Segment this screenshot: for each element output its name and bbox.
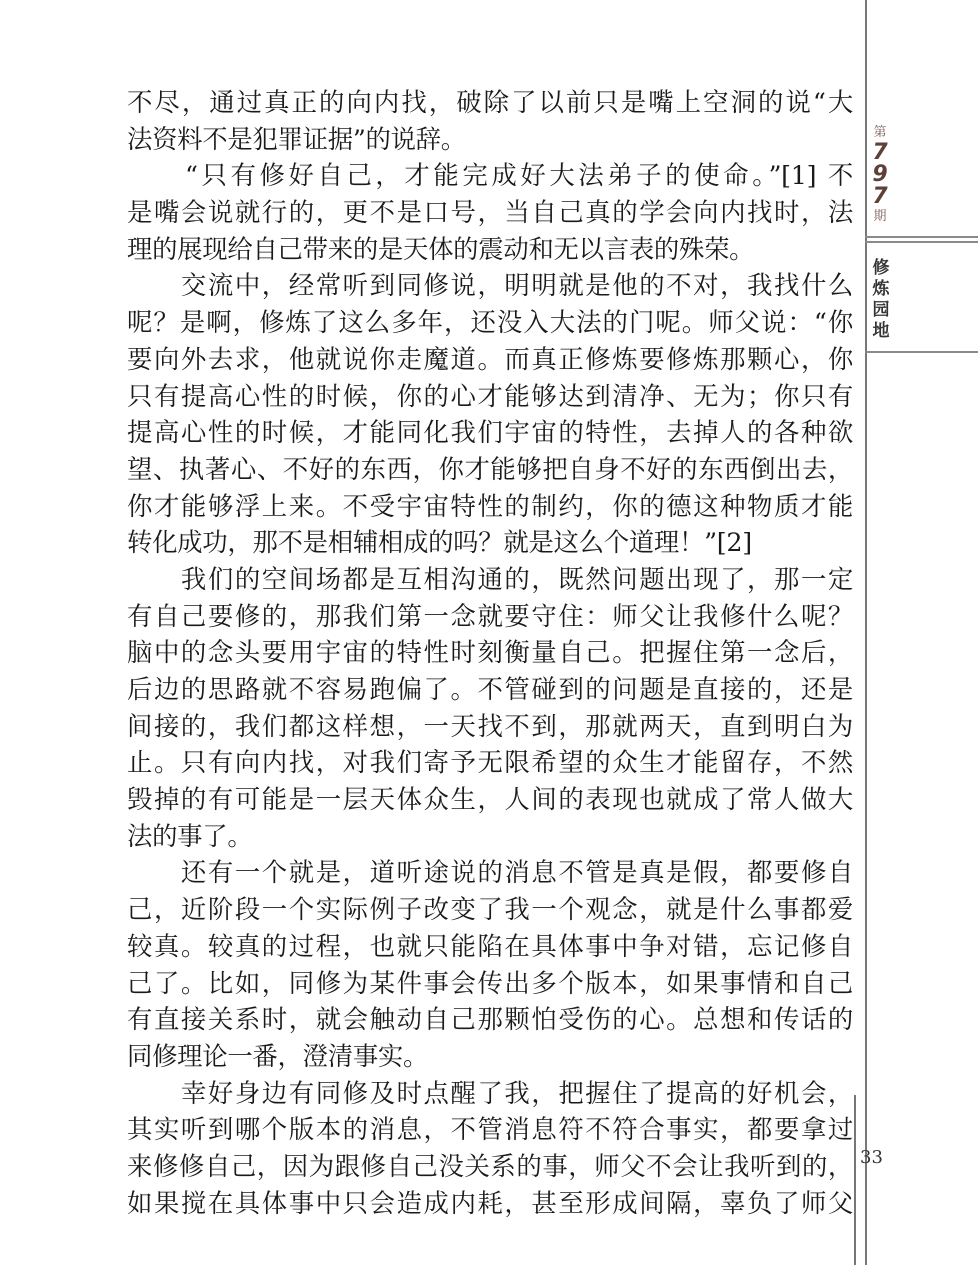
body-line: 要向外去求，他就说你走魔道。而真正修炼要修炼那颗心，你 — [127, 343, 853, 374]
body-line: 只有提高心性的时候，你的心才能够达到清净、无为；你只有 — [127, 380, 853, 411]
body-line: 呢？是啊，修炼了这么多年，还没入大法的门呢。师父说：“你 — [127, 307, 853, 338]
body-line: 法的事了。 — [127, 820, 253, 851]
issue-number — [868, 124, 892, 226]
body-line: 幸好身边有同修及时点醒了我，把握住了提高的好机会， — [127, 1077, 853, 1108]
body-line: 有自己要修的，那我们第一念就要守住：师父让我修什么呢？ — [127, 600, 853, 631]
body-line: 己了。比如，同修为某件事会传出多个版本，如果事情和自己 — [127, 967, 853, 998]
tab-divider-top — [865, 236, 978, 238]
issue-digit: 7 — [872, 140, 888, 165]
issue-digit: 7 — [872, 184, 888, 209]
body-line: 交流中，经常听到同修说，明明就是他的不对，我找什么 — [127, 270, 853, 301]
issue-suffix: 期 — [873, 209, 887, 224]
column-title-char: 修 — [872, 258, 890, 278]
body-line: 同修理论一番，澄清事实。 — [127, 1040, 429, 1071]
body-line: 如果搅在具体事中只会造成内耗，甚至形成间隔，辜负了师父 — [127, 1187, 853, 1218]
issue-digit: 9 — [872, 162, 888, 187]
body-line: 毁掉的有可能是一层天体众生，人间的表现也就成了常人做大 — [127, 784, 853, 815]
issue-prefix: 第 — [873, 125, 887, 140]
column-title — [868, 258, 894, 342]
column-title-char: 园 — [872, 300, 890, 320]
body-line: 有直接关系时，就会触动自己那颗怕受伤的心。总想和传话的 — [127, 1004, 853, 1035]
body-line: 止。只有向内找，对我们寄予无限希望的众生才能留存，不然 — [127, 747, 853, 778]
body-line: 其实听到哪个版本的消息，不管消息符不符合事实，都要拿过 — [127, 1114, 853, 1145]
body-line: 较真。较真的过程，也就只能陷在具体事中争对错，忘记修自 — [127, 930, 853, 961]
body-line: 后边的思路就不容易跑偏了。不管碰到的问题是直接的，还是 — [127, 674, 853, 704]
page-number: 33 — [860, 1147, 883, 1168]
body-line: 理的展现给自己带来的是天体的震动和无以言表的殊荣。 — [127, 233, 755, 264]
body-line: 你才能够浮上来。不受宇宙特性的制约，你的德这种物质才能 — [127, 490, 853, 521]
body-line: 来修修自己，因为跟修自己没关系的事，师父不会让我听到的， — [127, 1150, 853, 1181]
body-line: 己，近阶段一个实际例子改变了我一个观念，就是什么事都爱 — [127, 894, 853, 925]
body-line: 间接的，我们都这样想，一天找不到，那就两天，直到明白为 — [127, 710, 853, 741]
tab-divider-bottom — [865, 351, 978, 353]
body-line: 还有一个就是，道听途说的消息不管是真是假，都要修自 — [127, 857, 853, 888]
body-line: 法资料不是犯罪证据”的说辞。 — [127, 123, 466, 154]
tab-divider-top-thin — [865, 241, 978, 243]
column-title-char: 炼 — [872, 279, 890, 299]
body-line: 提高心性的时候，才能同化我们宇宙的特性，去掉人的各种欲 — [127, 417, 853, 448]
margin-rule — [865, 0, 867, 1265]
body-line: 我们的空间场都是互相沟通的，既然问题出现了，那一定 — [127, 563, 853, 594]
article-body — [127, 84, 853, 1221]
column-title-char: 地 — [872, 321, 890, 341]
body-line: “只有修好自己，才能完成好大法弟子的使命。”[1] 不 — [127, 160, 853, 191]
body-line: 不尽，通过真正的向内找，破除了以前只是嘴上空洞的说“大 — [127, 87, 853, 117]
body-line: 转化成功，那不是相辅相成的吗？就是这么个道理！”[2] — [127, 527, 752, 558]
footer-rule — [854, 1095, 856, 1265]
body-line: 是嘴会说就行的，更不是口号，当自己真的学会向内找时，法 — [127, 197, 853, 228]
body-line: 望、执著心、不好的东西，你才能够把自身不好的东西倒出去， — [127, 453, 853, 484]
body-line: 脑中的念头要用宇宙的特性时刻衡量自己。把握住第一念后， — [127, 637, 853, 668]
